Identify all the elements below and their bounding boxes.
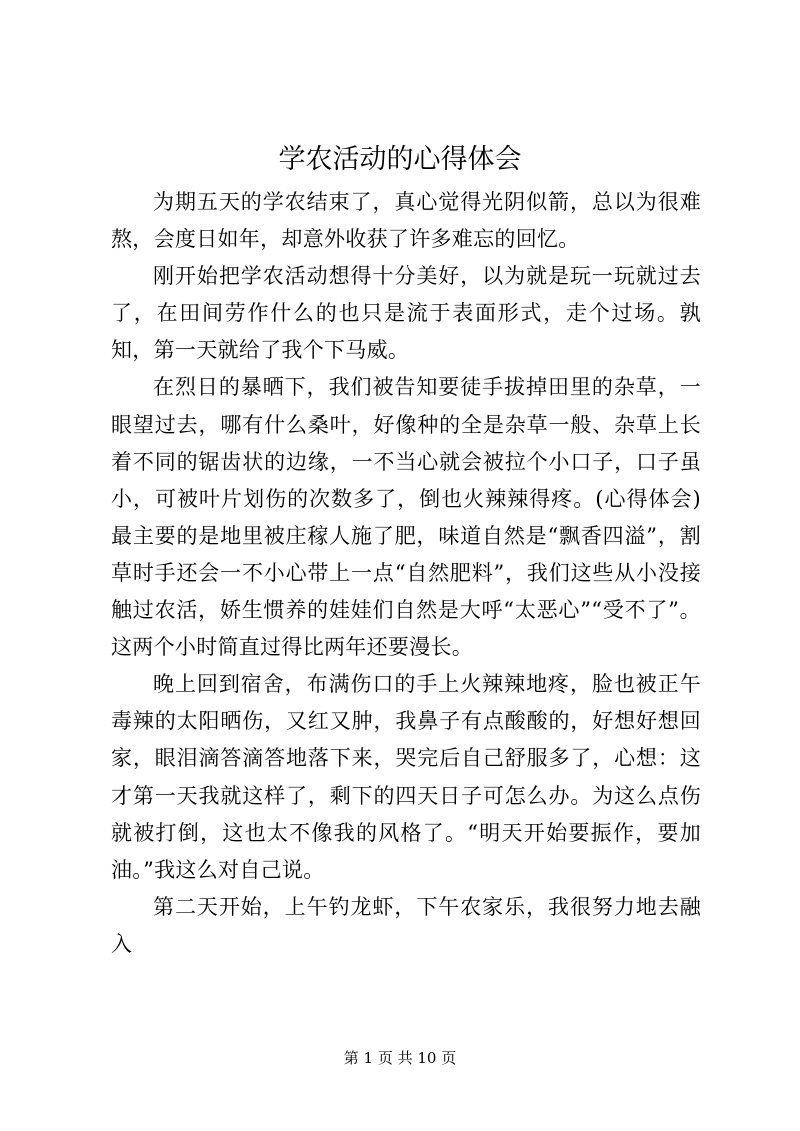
paragraph-3: 在烈日的暴晒下，我们被告知要徒手拔掉田里的杂草，一眼望过去，哪有什么桑叶，好像种的全是杂草一般、杂草上长着不同的锯齿状的边缘，一不当心就会被拉个小口子，口子虽小，可被叶片划伤的次数多了，倒也火辣辣得疼。(心得体会) 最主要的是地里被庄稼人施了肥，味道自然是“飘香四溢”，割草时手还会一不小心带上一点“自然肥料”，我们这些从小没接触过农活，娇生惯养的娃娃们自然是大呼“太恶心”“受不了”。这两个小时简直过得比两年还要漫长。 bbox=[111, 375, 701, 660]
document-body bbox=[111, 184, 701, 963]
paragraph-1: 为期五天的学农结束了，真心觉得光阴似箭，总以为很难熬，会度日如年，却意外收获了许多难忘的回忆。 bbox=[111, 190, 701, 252]
paragraph-5: 第二天开始，上午钓龙虾，下午农家乐，我很努力地去融入 bbox=[111, 894, 701, 956]
paragraph-2: 刚开始把学农活动想得十分美好，以为就是玩一玩就过去了，在田间劳作什么的也只是流于表面形式，走个过场。孰知，第一天就给了我个下马威。 bbox=[111, 264, 701, 363]
paragraph-4: 晚上回到宿舍，布满伤口的手上火辣辣地疼，脸也被正午毒辣的太阳晒伤，又红又肿，我鼻子有点酸酸的，好想好想回家，眼泪滴答滴答地落下来，哭完后自己舒服多了，心想：这才第一天我就这样了，剩下的四天日子可怎么办。为这么点伤就被打倒，这也太不像我的风格了。“明天开始要振作，要加油。”我这么对自己说。 bbox=[111, 672, 701, 882]
page-footer: 第 1 页 共 10 页 bbox=[343, 1049, 457, 1067]
document-title: 学农活动的心得体会 bbox=[278, 144, 522, 175]
